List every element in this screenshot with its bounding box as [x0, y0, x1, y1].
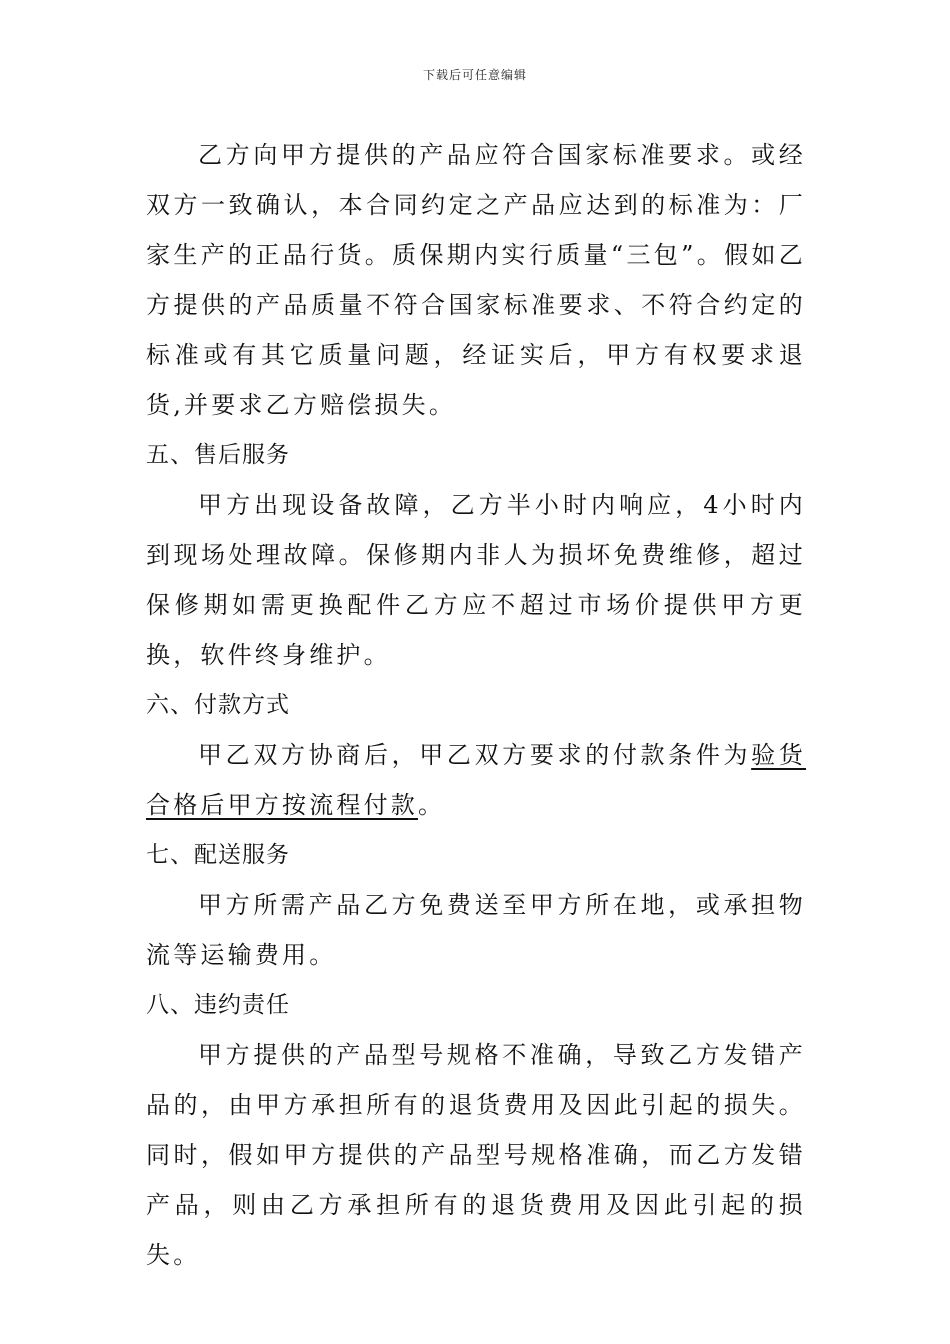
page-header-note: 下载后可任意编辑: [422, 68, 527, 82]
payment-text-suffix: 。: [418, 791, 446, 819]
payment-terms-underlined: 验货合格后甲方按流程付款: [146, 741, 806, 819]
delivery-heading: 七、配送服务: [146, 842, 290, 868]
payment-paragraph: [146, 730, 806, 830]
delivery-paragraph: 甲方所需产品乙方免费送至甲方所在地，或承担物流等运输费用。: [146, 891, 806, 969]
payment-text-prefix: 甲乙双方协商后，甲乙双方要求的付款条件为: [198, 741, 752, 769]
document-body: [146, 130, 806, 1280]
quality-paragraph: 乙方向甲方提供的产品应符合国家标准要求。或经双方一致确认，本合同约定之产品应达到的标准为：厂家生产的正品行货。质保期内实行质量“三包”。假如乙方提供的产品质量不符合国家标准要求、不符合约定的标准或有其它质量问题，经证实后，甲方有权要求退货,并要求乙方赔偿损失。: [146, 141, 806, 419]
after-sales-heading: 五、售后服务: [146, 442, 290, 468]
liability-heading: 八、违约责任: [146, 992, 290, 1018]
after-sales-paragraph: 甲方出现设备故障，乙方半小时内响应，4小时内到现场处理故障。保修期内非人为损坏免费维修，超过保修期如需更换配件乙方应不超过市场价提供甲方更换，软件终身维护。: [146, 491, 806, 669]
payment-heading: 六、付款方式: [146, 692, 290, 718]
liability-paragraph: 甲方提供的产品型号规格不准确，导致乙方发错产品的，由甲方承担所有的退货费用及因此引起的损失。同时，假如甲方提供的产品型号规格准确，而乙方发错产品，则由乙方承担所有的退货费用及因此引起的损失。: [146, 1041, 806, 1269]
